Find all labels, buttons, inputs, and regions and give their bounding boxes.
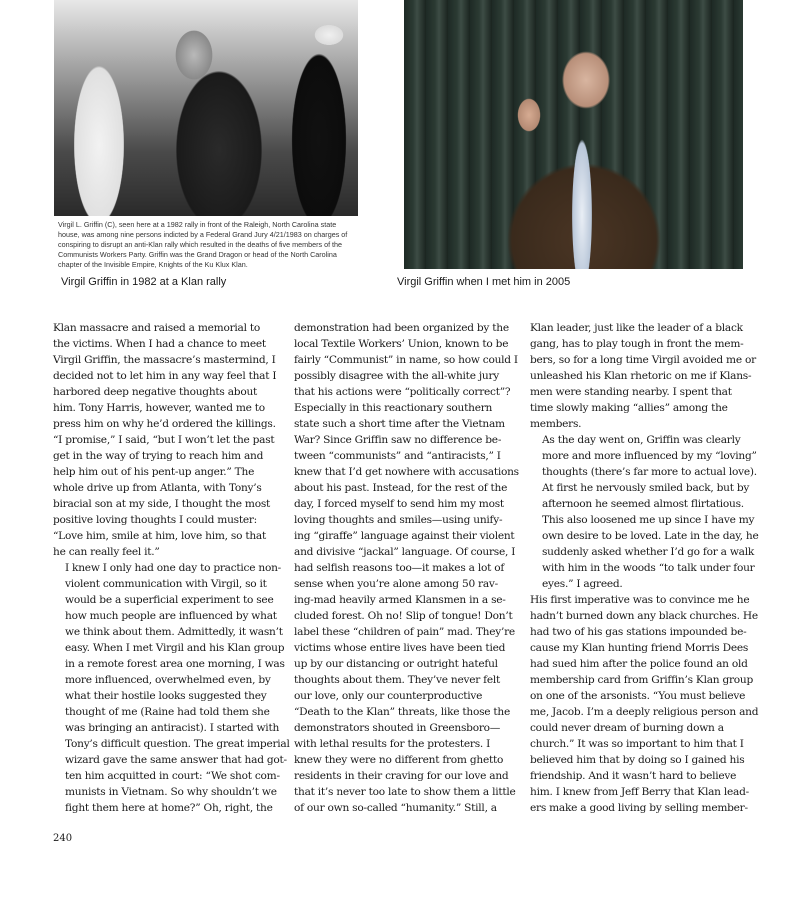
text-line: War? Since Griffin saw no difference be- [294, 434, 502, 446]
text-line: on one of the arsonists. “You must believe [530, 690, 746, 702]
text-line: Virgil Griffin, the massacre’s mastermind, I [53, 354, 276, 366]
text-line: state such a short time after the Vietnam [294, 418, 505, 430]
photo-image-1982 [54, 0, 358, 216]
text-line: whole drive up from Atlanta, with Tony’s [53, 482, 262, 494]
text-line: members. [530, 418, 582, 430]
text-line: possibly disagree with the all-white jury [294, 370, 499, 382]
text-line: men were standing nearby. I spent that [530, 386, 732, 398]
text-line: with lethal results for the protesters. I [294, 738, 491, 750]
text-line: what their hostile looks suggested they [65, 690, 267, 702]
text-line: he can really feel it.” [53, 546, 160, 558]
paragraph [530, 592, 759, 816]
text-line: munists in Vietnam. So why shouldn’t we [65, 786, 277, 798]
text-line: At first he nervously smiled back, but by [542, 482, 750, 494]
text-line: thoughts (there’s far more to actual love). [542, 466, 757, 478]
text-line: “Love him, smile at him, love him, so that [53, 530, 266, 542]
text-line: him. I knew from Jeff Berry that Klan lead- [530, 786, 749, 798]
text-line: more influenced, overwhelmed even, by [65, 674, 271, 686]
text-line: how much people are influenced by what [65, 610, 277, 622]
text-line: ing-mad heavily armed Klansmen in a se- [294, 594, 506, 606]
photo-embedded-caption: Virgil L. Griffin (C), seen here at a 1982 rally in front of the Raleigh, North Carolina state house, was among nine persons indicted by a Federal Grand Jury 4/21/1983 on charges of conspiring to disrupt an anti-Klan rally which resulted in the deaths of five members of the Communists Workers Party. Griffin was the Grand Dragon or head of the North Carolina chapter of the Invisible Empire, Knights of the Ku Klux Klan. [58, 220, 348, 269]
text-line: loving thoughts and smiles—using unify- [294, 514, 503, 526]
text-line: up by our distancing or outright hateful [294, 658, 498, 670]
text-line: cause my Klan hunting friend Morris Dees [530, 642, 749, 654]
text-line: demonstration had been organized by the [294, 322, 509, 334]
text-line: His first imperative was to convince me he [530, 594, 750, 606]
text-line: believed him that by doing so I gained his [530, 754, 745, 766]
text-line: was bringing an antiracist). I started with [65, 722, 280, 734]
text-line: in a remote forest area one morning, I was [65, 658, 285, 670]
text-line: fairly “Communist” in name, so how could I [294, 354, 518, 366]
text-line: Especially in this reactionary southern [294, 402, 493, 414]
text-line: fight them here at home?” Oh, right, the [65, 802, 273, 814]
text-line: ing “giraffe” language against their violent [294, 530, 515, 542]
text-line: about his past. Instead, for the rest of the [294, 482, 508, 494]
text-line: would be a superficial experiment to see [65, 594, 274, 606]
text-line: our love, only our counterproductive [294, 690, 483, 702]
text-line: with him in the woods “to talk under four [542, 562, 755, 574]
text-line: harbored deep negative thoughts about [53, 386, 258, 398]
text-line: I knew I only had one day to practice non- [65, 562, 281, 574]
text-line: could never dream of burning down a [530, 722, 724, 734]
text-line: ten him acquitted in court: “We shot com- [65, 770, 280, 782]
text-line: him. Tony Harris, however, wanted me to [53, 402, 265, 414]
text-line: me, Jacob. I’m a deeply religious person and [530, 706, 759, 718]
text-line: ers make a good living by selling member- [530, 802, 748, 814]
text-line: that it’s never too late to show them a little [294, 786, 516, 798]
text-line: more and more influenced by my “loving” [542, 450, 757, 462]
photo-label-2005: Virgil Griffin when I met him in 2005 [397, 276, 571, 288]
photo-image-2005 [404, 0, 743, 269]
text-line: we think about them. Admittedly, it wasn’t [65, 626, 283, 638]
text-line: had two of his gas stations impounded be- [530, 626, 747, 638]
text-line: Tony’s difficult question. The great imperial [65, 738, 290, 750]
text-line: easy. When I met Virgil and his Klan group [65, 642, 285, 654]
text-line: violent communication with Virgil, so it [65, 578, 267, 590]
text-line: had sued him after the police found an old [530, 658, 748, 670]
text-line: afternoon he seemed almost flirtatious. [542, 498, 744, 510]
text-line: membership card from Griffin’s Klan group [530, 674, 754, 686]
text-line: sense when you’re alone among 50 rav- [294, 578, 499, 590]
text-line: that his actions were “politically correct”? [294, 386, 511, 398]
text-line: knew that I’d get nowhere with accusations [294, 466, 519, 478]
text-line: of our own so-called “humanity.” Still, a [294, 802, 497, 814]
text-column-1 [53, 320, 290, 816]
photo-griffin-1982-rally [54, 0, 358, 216]
text-line: This also loosened me up since I have my [542, 514, 755, 526]
text-line: As the day went on, Griffin was clearly [542, 434, 741, 446]
text-line: biracial son at my side, I thought the most [53, 498, 271, 510]
paragraph [530, 320, 756, 432]
text-line: Klan leader, just like the leader of a black [530, 322, 743, 334]
text-line: day, I forced myself to send him my most [294, 498, 504, 510]
text-line: bers, so for a long time Virgil avoided me or [530, 354, 756, 366]
paragraph [530, 432, 759, 592]
paragraph [53, 560, 290, 816]
text-line: gang, has to play tough in front the mem- [530, 338, 744, 350]
text-column-3 [530, 320, 759, 816]
text-line: get in the way of trying to reach him and [53, 450, 264, 462]
text-line: “I promise,” I said, “but I won’t let the past [53, 434, 275, 446]
text-line: residents in their craving for our love and [294, 770, 509, 782]
text-line: wizard gave the same answer that had got- [65, 754, 287, 766]
paragraph [53, 320, 275, 560]
text-line: and divisive “jackal” language. Of course, I [294, 546, 516, 558]
text-line: friendship. And it wasn’t hard to believe [530, 770, 737, 782]
text-line: positive loving thoughts I could muster: [53, 514, 257, 526]
text-column-2 [294, 320, 519, 816]
text-line: decided not to let him in any way feel that I [53, 370, 277, 382]
text-line: hadn’t burned down any black churches. He [530, 610, 758, 622]
text-line: time slowly making “allies” among the [530, 402, 728, 414]
text-line: demonstrators shouted in Greensboro— [294, 722, 501, 734]
text-line: help him out of his pent-up anger.” The [53, 466, 255, 478]
text-line: knew they were no different from ghetto [294, 754, 504, 766]
text-line: thoughts about them. They’ve never felt [294, 674, 500, 686]
text-line: press him on why he’d ordered the killings. [53, 418, 276, 430]
text-line: the victims. When I had a chance to meet [53, 338, 266, 350]
text-line: Klan massacre and raised a memorial to [53, 322, 260, 334]
text-line: tween “communists” and “antiracists,” I [294, 450, 501, 462]
text-line: victims whose entire lives have been tied [294, 642, 506, 654]
text-line: had selfish reasons too—it makes a lot of [294, 562, 505, 574]
text-line: label these “children of pain” mad. They’re [294, 626, 515, 638]
page-number: 240 [53, 833, 73, 844]
photo-label-1982: Virgil Griffin in 1982 at a Klan rally [61, 276, 227, 288]
text-line: local Textile Workers’ Union, known to be [294, 338, 509, 350]
text-line: church.” It was so important to him that I [530, 738, 744, 750]
text-line: unleashed his Klan rhetoric on me if Klans- [530, 370, 752, 382]
text-line: eyes.” I agreed. [542, 578, 623, 590]
text-line: “Death to the Klan” threats, like those the [294, 706, 511, 718]
photo-griffin-2005-forest [404, 0, 743, 269]
text-line: thought of me (Raine had told them she [65, 706, 270, 718]
text-line: own desire to be loved. Late in the day, he [542, 530, 759, 542]
text-line: suddenly asked whether I’d go for a walk [542, 546, 755, 558]
text-line: cluded forest. Oh no! Slip of tongue! Don’t [294, 610, 513, 622]
paragraph [294, 320, 519, 816]
